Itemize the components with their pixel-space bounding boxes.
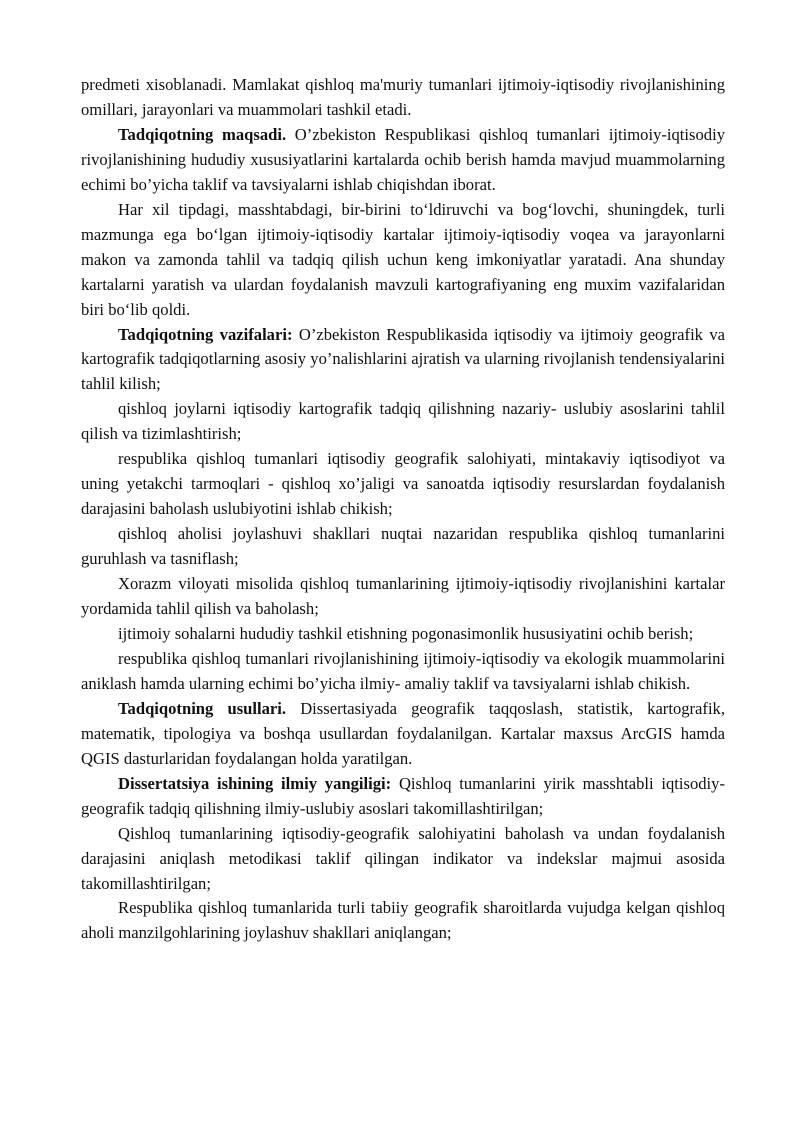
paragraph-text: qishloq joylarni iqtisodiy kartografik tadqiq qilishning nazariy- uslubiy asoslarini tahlil qilish va tizimlashtirish; bbox=[81, 399, 725, 444]
paragraph-task-item bbox=[81, 647, 725, 697]
paragraph-task-item bbox=[81, 622, 725, 647]
paragraph-text: Respublika qishloq tumanlarida turli tabiiy geografik sharoitlarda vujudga kelgan qishloq aholi manzilgohlarining joylashuv shakllari aniqlangan; bbox=[81, 898, 725, 943]
document-page bbox=[81, 73, 725, 946]
paragraph-text: Har xil tipdagi, masshtabdagi, bir-birini to‘ldiruvchi va bog‘lovchi, shuningdek, turli mazmunga ega bo‘lgan ijtimoiy-iqtisodiy kartalar ijtimoiy-iqtisodiy voqea va jarayonlarni makon va zamonda tahlil va tadqiq qilish uchun keng imkoniyatlar yaratadi. Ana shunday kartalarni yaratish va ulardan foydalanish mavzuli kartografiyaning eng muxim vazifalaridan biri bo‘lib qoldi. bbox=[81, 199, 725, 319]
paragraph-text: Dissertasiyada geografik taqqoslash, statistik, kartografik, matematik, tipologiya va boshqa usullardan foydalanilgan. Kartalar maxsus ArcGIS hamda QGIS dasturlaridan foydalangan holda yaratilgan. bbox=[81, 698, 726, 768]
paragraph-text: respublika qishloq tumanlari iqtisodiy geografik salohiyati, mintakaviy iqtisodiyot va uning yetakchi tarmoqlari - qishloq xo’jaligi va sanoatda iqtisodiy resurslardan foydalanish darajasini baholash uslubiyotini ishlab chikish; bbox=[81, 449, 725, 519]
paragraph-text: respublika qishloq tumanlari rivojlanishining ijtimoiy-iqtisodiy va ekologik muammolarini aniklash hamda ularning echimi bo’yicha ilmiy- amaliy taklif va tavsiyalarni ishlab chikish. bbox=[81, 648, 725, 693]
paragraph-research-goal bbox=[81, 123, 725, 198]
paragraph-scientific-novelty bbox=[81, 772, 725, 822]
paragraph-text: O’zbekiston Respublikasi qishloq tumanlari ijtimoiy-iqtisodiy rivojlanishining hududiy xususiyatlarini kartalarda ochib berish hamda mavjud muammolarning echimi bo’yicha taklif va tavsiyalarni ishlab chiqishdan iborat. bbox=[81, 124, 725, 194]
paragraph-text: ijtimoiy sohalarni hududiy tashkil etishning pogonasimonlik hususiyatini ochib berish; bbox=[118, 623, 694, 643]
paragraph-task-item bbox=[81, 447, 725, 522]
paragraph-text: Qishloq tumanlarini yirik masshtabli iqtisodiy-geografik tadqiq qilishning ilmiy-uslubiy asoslari takomillashtirilgan; bbox=[81, 773, 725, 818]
paragraph-task-item bbox=[81, 572, 725, 622]
paragraph-heading: Dissertatsiya ishining ilmiy yangiligi: bbox=[118, 773, 392, 793]
paragraph-research-tasks bbox=[81, 323, 725, 398]
paragraph-task-item bbox=[81, 522, 725, 572]
paragraph-text: Xorazm viloyati misolida qishloq tumanlarining ijtimoiy-iqtisodiy rivojlanishini kartalar yordamida tahlil qilish va baholash; bbox=[81, 574, 725, 619]
paragraph-continuation bbox=[81, 73, 725, 123]
paragraph-text: Qishloq tumanlarining iqtisodiy-geografik salohiyatini baholash va undan foydalanish darajasini aniqlash metodikasi taklif qilingan indikator va indekslar majmui asosida takomillashtirilgan; bbox=[81, 823, 725, 893]
paragraph-novelty-item bbox=[81, 896, 725, 946]
paragraph-text: predmeti xisoblanadi. Mamlakat qishloq ma'muriy tumanlari ijtimoiy-iqtisodiy rivojlanishining omillari, jarayonlari va muammolari tashkil etadi. bbox=[81, 75, 725, 119]
paragraph-text: qishloq aholisi joylashuvi shakllari nuqtai nazaridan respublika qishloq tumanlarini guruhlash va tasniflash; bbox=[81, 524, 725, 569]
paragraph-heading: Tadqiqotning vazifalari: bbox=[118, 324, 293, 344]
paragraph-novelty-item bbox=[81, 822, 725, 897]
paragraph-heading: Tadqiqotning maqsadi. bbox=[118, 124, 287, 144]
paragraph-heading: Tadqiqotning usullari. bbox=[118, 698, 287, 718]
paragraph-maps-role bbox=[81, 198, 725, 323]
paragraph-task-item bbox=[81, 397, 725, 447]
paragraph-text: O’zbekiston Respublikasida iqtisodiy va ijtimoiy geografik va kartografik tadqiqotlarning asosiy yo’nalishlarini ajratish va ularning rivojlanish tendensiyalarini tahlil kilish; bbox=[81, 324, 725, 394]
paragraph-research-methods bbox=[81, 697, 725, 772]
